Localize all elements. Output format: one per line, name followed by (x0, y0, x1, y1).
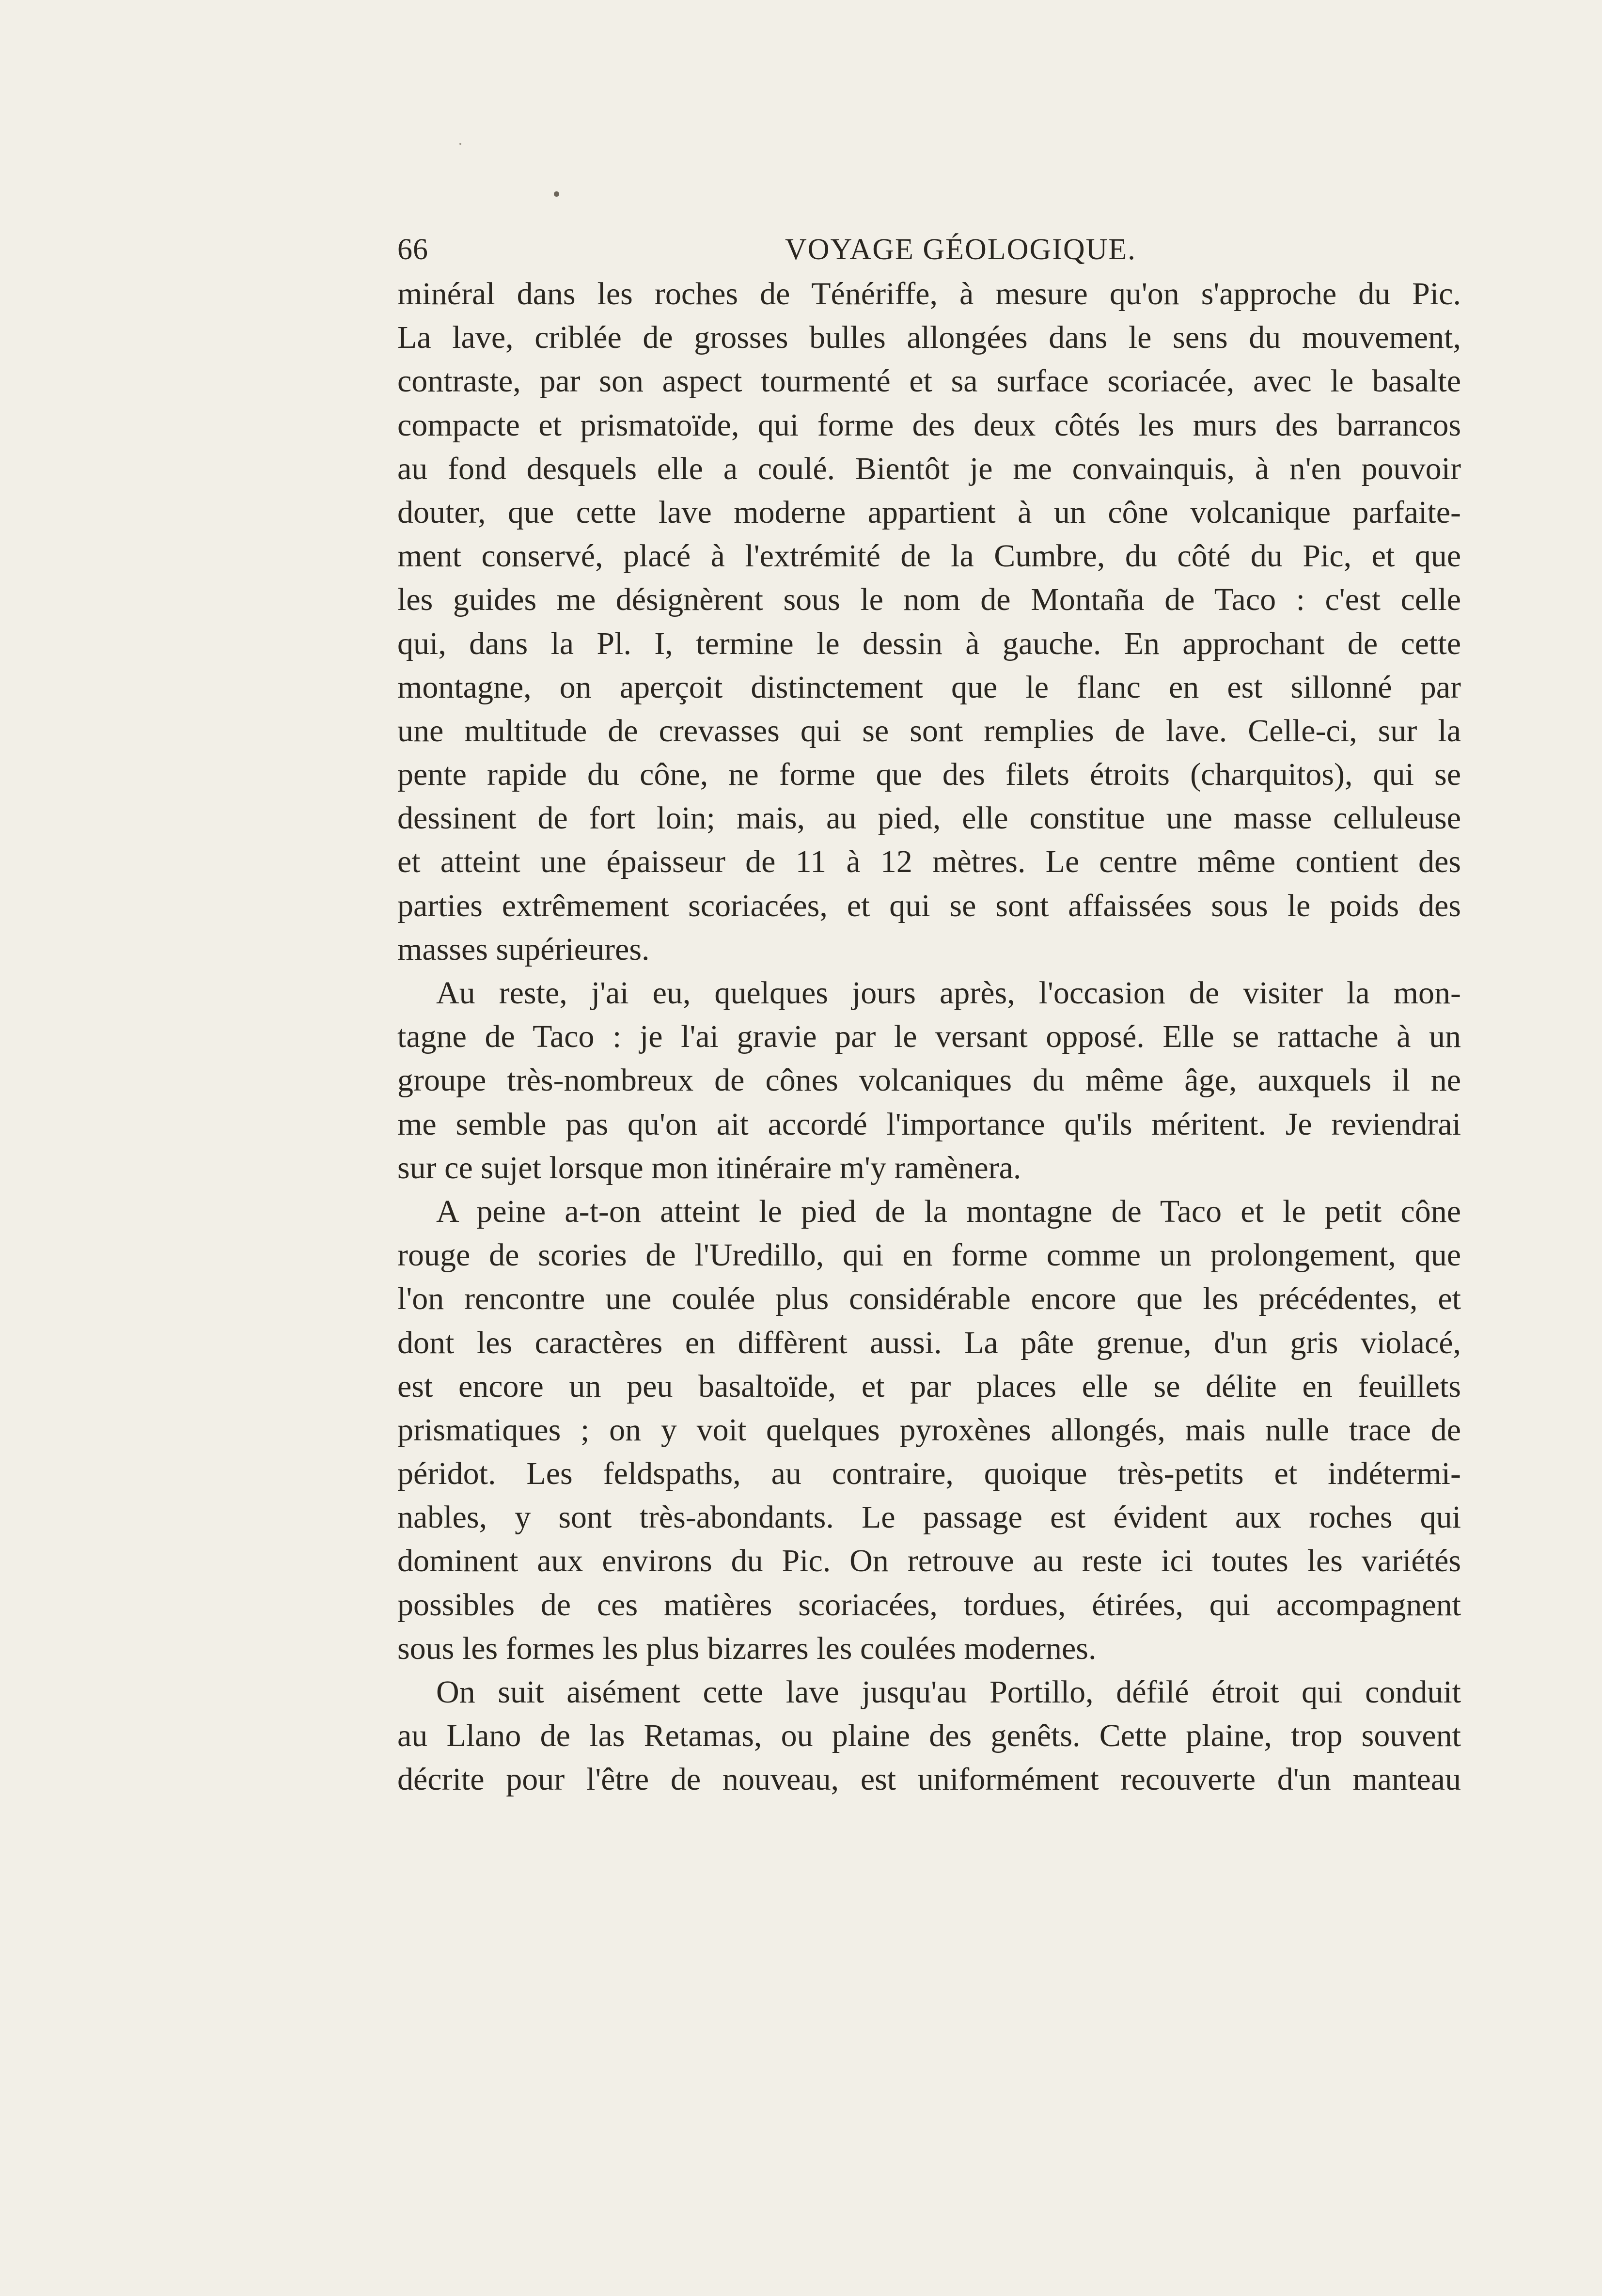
text-line: sous les formes les plus bizarres les coulées modernes. (397, 1630, 1097, 1666)
text-line: douter, que cette lave moderne appartient à un cône volcanique parfaite- (397, 494, 1461, 530)
text-line: nables, y sont très-abondants. Le passage est évident aux roches qui (397, 1499, 1461, 1535)
text-line: A peine a-t-on atteint le pied de la montagne de Taco et le petit cône (436, 1193, 1461, 1229)
page-number: 66 (397, 233, 428, 266)
text-line: Au reste, j'ai eu, quelques jours après, l'occasion de visiter la mon- (436, 975, 1461, 1011)
text-line: qui, dans la Pl. I, termine le dessin à gauche. En approchant de cette (397, 625, 1461, 661)
text-line: au fond desquels elle a coulé. Bientôt je me convainquis, à n'en pouvoir (397, 451, 1461, 486)
text-line: masses supérieures. (397, 931, 650, 967)
text-line: pente rapide du cône, ne forme que des filets étroits (charquitos), qui se (397, 757, 1461, 793)
text-line: au Llano de las Retamas, ou plaine des genêts. Cette plaine, trop souvent (397, 1718, 1461, 1754)
text-line: sur ce sujet lorsque mon itinéraire m'y ramènera. (397, 1150, 1021, 1186)
text-line: est encore un peu basaltoïde, et par places elle se délite en feuillets (397, 1368, 1461, 1404)
text-line: les guides me désignèrent sous le nom de Montaña de Taco : c'est celle (397, 582, 1461, 618)
text-line: rouge de scories de l'Uredillo, qui en forme comme un prolongement, que (397, 1237, 1461, 1273)
page-header (397, 228, 1461, 271)
text-line: parties extrêmement scoriacées, et qui se sont affaissées sous le poids des (397, 888, 1461, 923)
text-line: dont les caractères en diffèrent aussi. La pâte grenue, d'un gris violacé, (397, 1325, 1461, 1360)
text-line: compacte et prismatoïde, qui forme des deux côtés les murs des barrancos (397, 407, 1461, 443)
text-line: prismatiques ; on y voit quelques pyroxènes allongés, mais nulle trace de (397, 1412, 1461, 1448)
text-line: On suit aisément cette lave jusqu'au Portillo, défilé étroit qui conduit (436, 1674, 1461, 1710)
body-text (397, 272, 1461, 1802)
text-line: dominent aux environs du Pic. On retrouve au reste ici toutes les variétés (397, 1543, 1461, 1579)
text-line: péridot. Les feldspaths, au contraire, quoique très-petits et indétermi- (397, 1456, 1461, 1492)
text-line: l'on rencontre une coulée plus considérable encore que les précédentes, et (397, 1281, 1461, 1317)
text-line: ment conservé, placé à l'extrémité de la Cumbre, du côté du Pic, et que (397, 538, 1461, 574)
text-line: minéral dans les roches de Ténériffe, à mesure qu'on s'approche du Pic. (397, 276, 1461, 312)
text-line: contraste, par son aspect tourmenté et sa surface scoriacée, avec le basalte (397, 363, 1461, 399)
text-line: montagne, on aperçoit distinctement que le flanc en est sillonné par (397, 669, 1461, 705)
text-line: dessinent de fort loin; mais, au pied, elle constitue une masse celluleuse (397, 800, 1461, 836)
text-line: et atteint une épaisseur de 11 à 12 mètres. Le centre même contient des (397, 844, 1461, 880)
text-line: me semble pas qu'on ait accordé l'importance qu'ils méritent. Je reviendrai (397, 1106, 1461, 1142)
text-line: La lave, criblée de grosses bulles allongées dans le sens du mouvement, (397, 320, 1461, 356)
ink-dot (554, 191, 559, 197)
text-line: tagne de Taco : je l'ai gravie par le versant opposé. Elle se rattache à un (397, 1019, 1461, 1055)
text-line: décrite pour l'être de nouveau, est uniformément recouverte d'un manteau (397, 1762, 1461, 1797)
text-line: groupe très-nombreux de cônes volcaniques du même âge, auxquels il ne (397, 1062, 1461, 1098)
text-line: possibles de ces matières scoriacées, tordues, étirées, qui accompagnent (397, 1587, 1461, 1623)
running-title: VOYAGE GÉOLOGIQUE. (785, 233, 1136, 266)
text-line: une multitude de crevasses qui se sont remplies de lave. Celle-ci, sur la (397, 713, 1461, 749)
paper-speck (459, 143, 461, 145)
